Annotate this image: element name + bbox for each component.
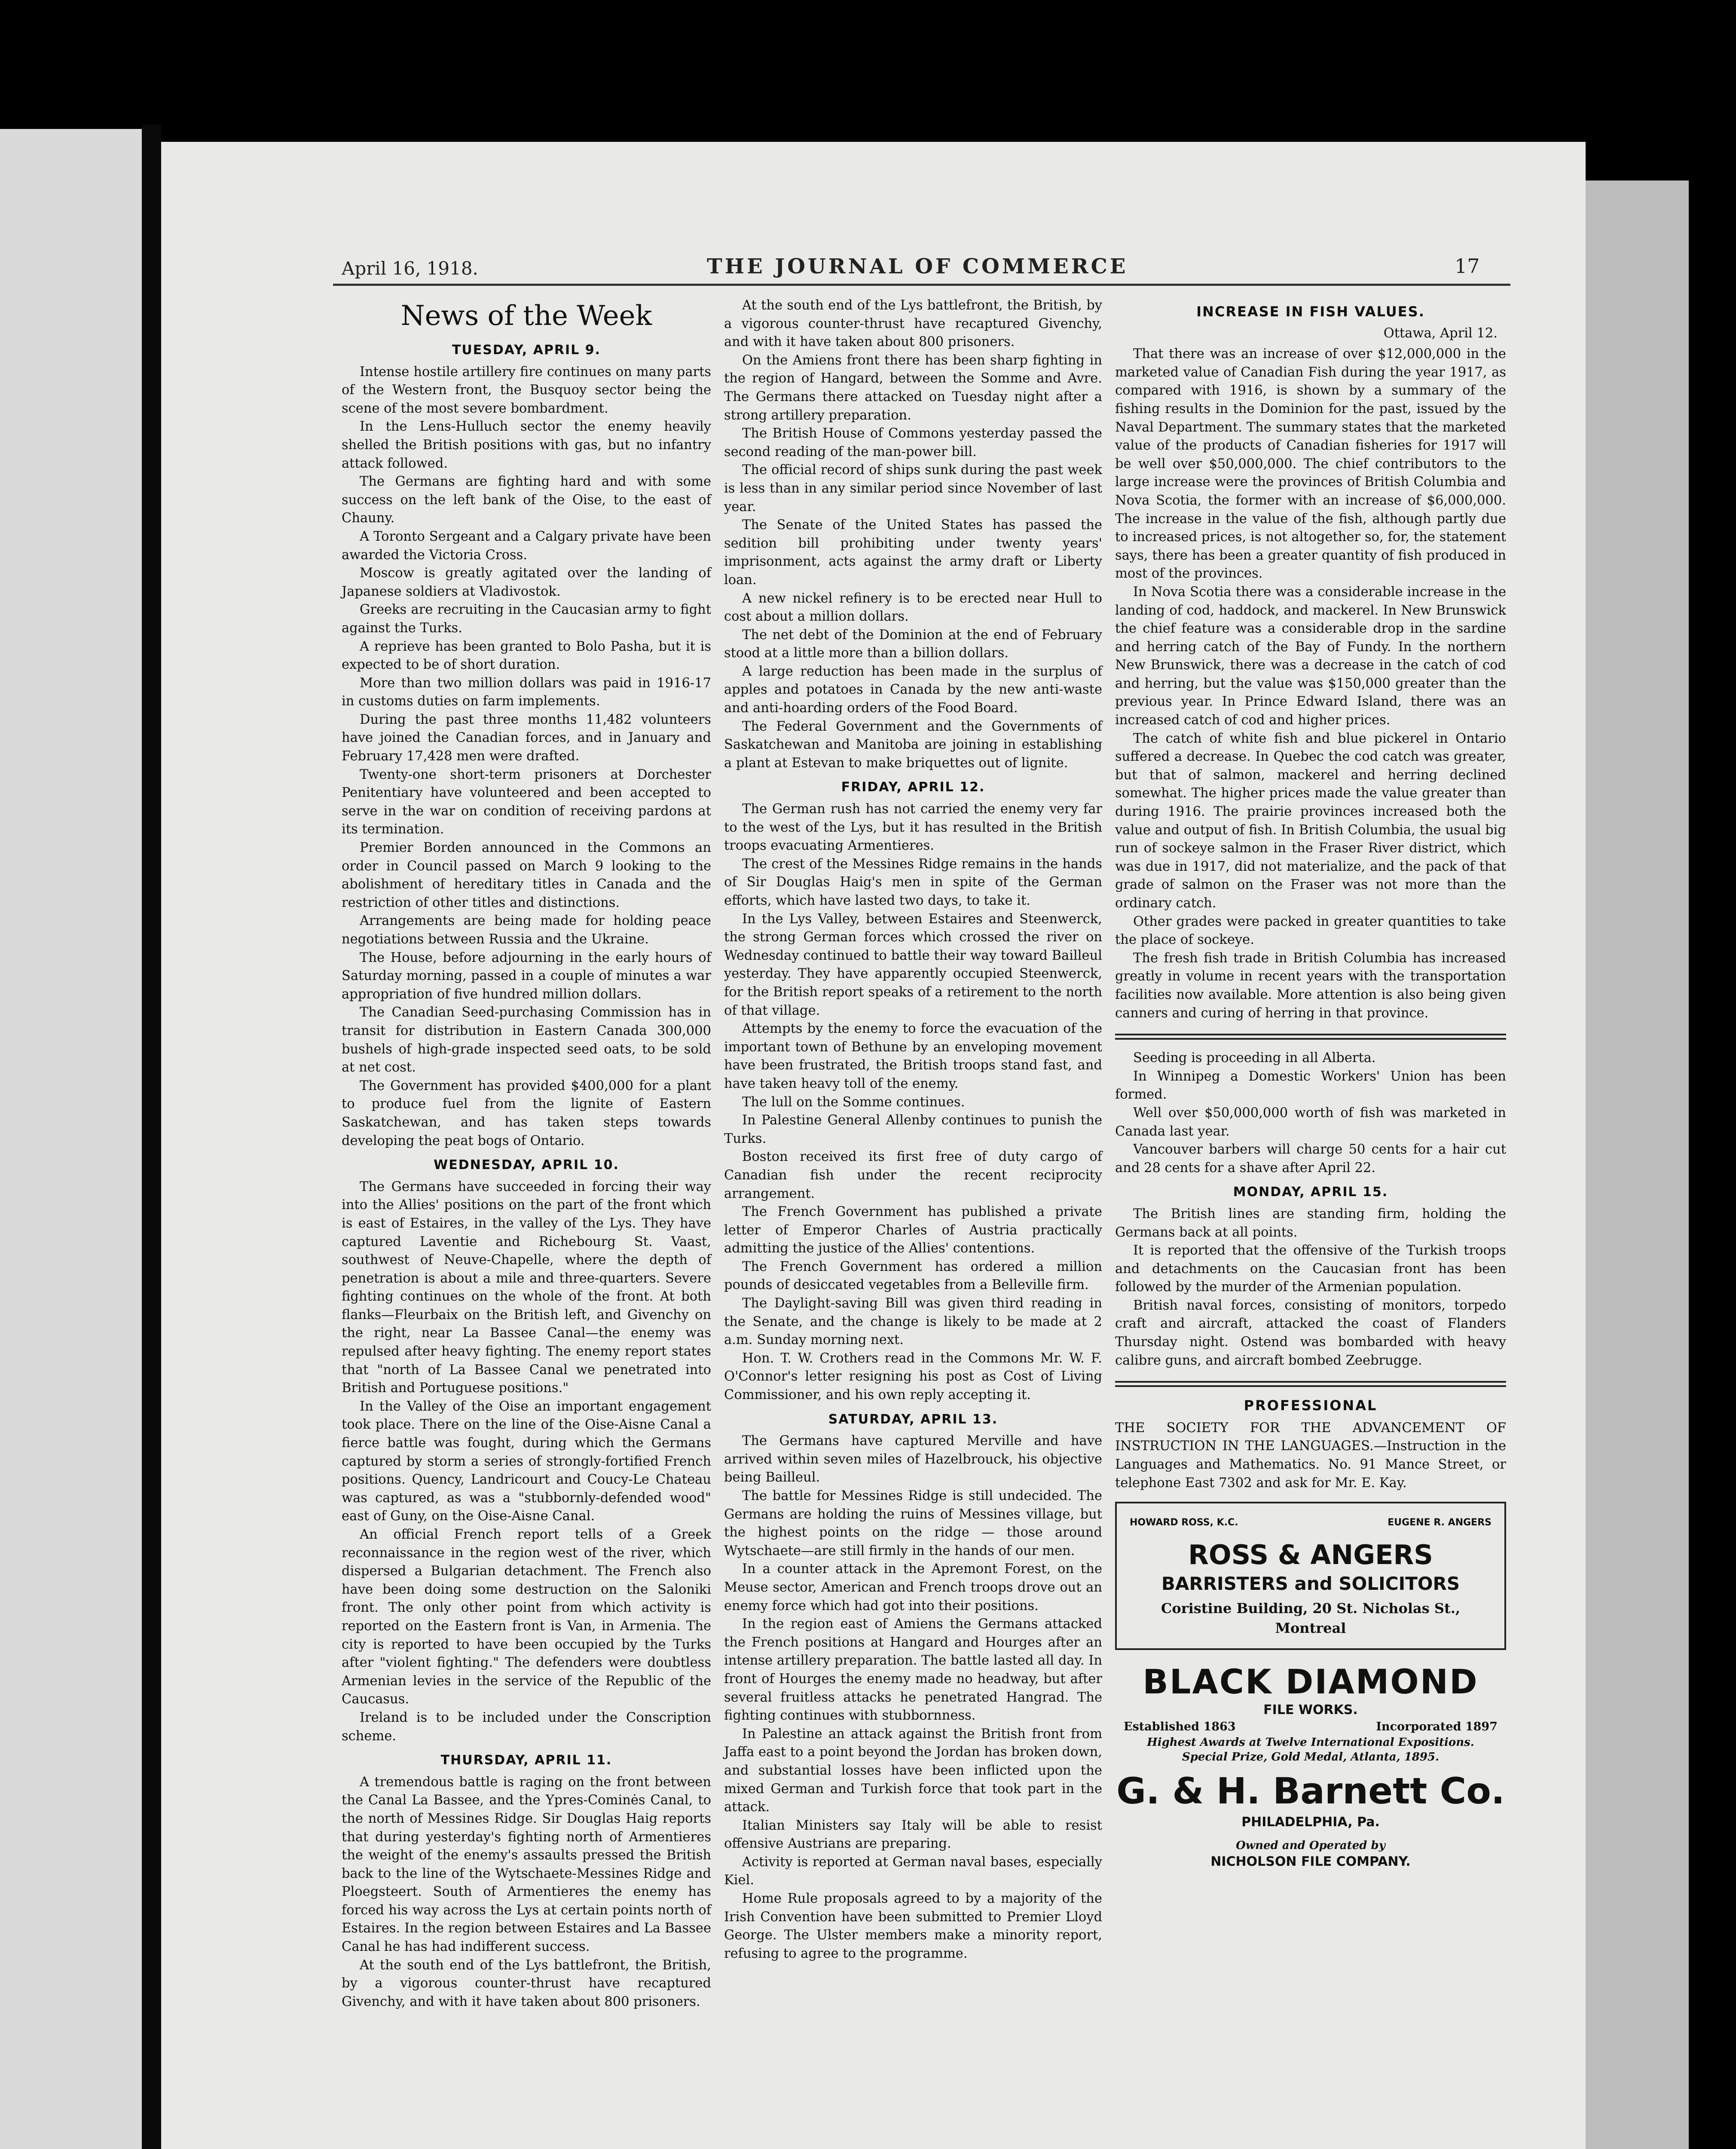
professional-heading: PROFESSIONAL: [1244, 1397, 1378, 1414]
firm-role: BARRISTERS and SOLICITORS: [1161, 1573, 1460, 1594]
partner-left: HOWARD ROSS, K.C.: [1130, 1517, 1238, 1528]
firm-name: ROSS & ANGERS: [1188, 1539, 1433, 1570]
paragraph: In Palestine an attack against the British front from Jaffa east to a point beyond the Jordan has broken down, and substantial losses have been inflicted upon the mixed German and Turkish force that took part in the attack.: [724, 1726, 1102, 1815]
column-3: [1115, 297, 1506, 1871]
heading-friday: FRIDAY, APRIL 12.: [841, 780, 985, 795]
heading-saturday: SATURDAY, APRIL 13.: [828, 1411, 998, 1427]
paragraph: Seeding is proceeding in all Alberta.: [1133, 1050, 1376, 1066]
paragraph: The lull on the Somme continues.: [742, 1094, 965, 1110]
bd-established: Established 1863: [1124, 1720, 1236, 1733]
paragraph: Boston received its first free of duty cargo of Canadian fish under the recent reciprocity arrangement.: [724, 1149, 1102, 1201]
paragraph: The Germans have captured Merville and have arrived within seven miles of Hazelbrouck, his objective being Bailleul.: [724, 1433, 1102, 1485]
paragraph: That there was an increase of over $12,000,000 in the marketed value of Canadian Fish during the year 1917, as compared with 1916, is shown by a summary of the fishing results in the Dominion for the past, issued by the Naval Department. The summary states that the marketed value of the products of Canadian fisheries for 1917 will be well over $50,000,000. The chief contributors to the large increase were the provinces of British Columbia and Nova Scotia, the former with an increase of $6,000,000. The increase in the value of the fish, although partly due to increased prices, is not altogether so, for, the statement says, there has been a greater quantity of fish produced in most of the provinces.: [1115, 346, 1506, 582]
paragraph: The battle for Messines Ridge is still undecided. The Germans are holding the ruins of Messines village, but the highest points on the ridge — those around Wytschaete—are still firmly in the hands of our men.: [724, 1488, 1102, 1558]
paragraph: The official record of ships sunk during the past week is less than in any similar period since November of last year.: [724, 462, 1102, 514]
ross-angers-ad: [1115, 1502, 1506, 1650]
paragraph: It is reported that the offensive of the Turkish troops and detachments on the Caucasian front has been followed by the murder of the Armenian population.: [1115, 1243, 1506, 1295]
paragraph: Well over $50,000,000 worth of fish was marketed in Canada last year.: [1115, 1105, 1506, 1139]
continued-items: [1115, 1049, 1506, 1177]
paragraph: A new nickel refinery is to be erected near Hull to cost about a million dollars.: [724, 591, 1102, 624]
paragraph: The Canadian Seed-purchasing Commission has in transit for distribution in Eastern Canada 300,000 bushels of high-grade inspected seed oats, to be sold at net cost.: [342, 1005, 711, 1075]
paragraph: The House, before adjourning in the early hours of Saturday morning, passed in a couple of minutes a war appropriation of five hundred million dollars.: [342, 950, 711, 1002]
paragraph: Intense hostile artillery fire continues on many parts of the Western front, the Busquoy sector being the scene of the most severe bombardment.: [342, 364, 711, 416]
paragraph: A Toronto Sergeant and a Calgary private have been awarded the Victoria Cross.: [342, 529, 711, 563]
paragraph: The catch of white fish and blue pickerel in Ontario suffered a decrease. In Quebec the cod catch was greater, but that of salmon, mackerel and herring declined somewhat. The higher prices made the value greater than during 1916. The prairie provinces increased both the value and output of fish. In British Columbia, the usual big run of sockeye salmon in the Fraser River district, which was due in 1917, did not materialize, and the pack of that grade of salmon on the Fraser was not more than the ordinary catch.: [1115, 731, 1506, 911]
fish-items: [1115, 345, 1506, 1022]
bd-incorporated: Incorporated 1897: [1376, 1720, 1498, 1733]
paragraph: Premier Borden announced in the Commons an order in Council passed on March 9 looking to the abolishment of hereditary titles in Canada and the restriction of other titles and distinctions.: [342, 840, 711, 910]
bd-owner: NICHOLSON FILE COMPANY.: [1210, 1854, 1411, 1870]
paragraph: Activity is reported at German naval bases, especially Kiel.: [724, 1854, 1102, 1888]
heading-thursday: THURSDAY, APRIL 11.: [440, 1753, 612, 1768]
partner-names: [1130, 1514, 1491, 1532]
paragraph: Italian Ministers say Italy will be able to resist offensive Austrians are preparing.: [724, 1818, 1102, 1852]
paragraph: At the south end of the Lys battlefront, the British, by a vigorous counter-thrust have recaptured Givenchy, and with it have taken about 800 prisoners.: [724, 298, 1102, 350]
column-2: [724, 297, 1102, 1963]
paragraph: On the Amiens front there has been sharp fighting in the region of Hangard, between the Somme and Avre. The Germans there attacked on Tuesday night after a strong artillery preparation.: [724, 352, 1102, 423]
heading-wednesday: WEDNESDAY, APRIL 10.: [434, 1157, 619, 1173]
paragraph: The Germans are fighting hard and with some success on the left bank of the Oise, to the east of Chauny.: [342, 474, 711, 526]
paragraph: British naval forces, consisting of monitors, torpedo craft and aircraft, attacked the coast of Flanders Thursday night. Ostend was bombarded with heavy calibre guns, and aircraft bombed Zeebrugge.: [1115, 1298, 1506, 1368]
paragraph: A large reduction has been made in the surplus of apples and potatoes in Canada by the new anti-waste and anti-hoarding orders of the Food Board.: [724, 664, 1102, 716]
paragraph: In the Lys Valley, between Estaires and Steenwerck, the strong German forces which crossed the river on Wednesday continued to battle their way toward Bailleul yesterday. They have apparently occupied Steenwerck, for the British report speaks of a retirement to the north of that village.: [724, 911, 1102, 1018]
professional-notice: THE SOCIETY FOR THE ADVANCEMENT OF INSTRUCTION IN THE LANGUAGES.—Instruction in the Languages and Mathematics. No. 91 Mance Street, or telephone East 7302 and ask for Mr. E. Kay.: [1115, 1420, 1506, 1491]
bd-title: BLACK DIAMOND: [1143, 1662, 1479, 1702]
page-number: 17: [1455, 254, 1480, 278]
monday-items: [1115, 1205, 1506, 1370]
paragraph: The British House of Commons yesterday passed the second reading of the man-power bill.: [724, 426, 1102, 459]
journal-title: THE JOURNAL OF COMMERCE: [707, 254, 1128, 279]
paragraph: More than two million dollars was paid in 1916-17 in customs duties on farm implements.: [342, 675, 711, 709]
paragraph: Greeks are recruiting in the Caucasian army to fight against the Turks.: [342, 602, 711, 636]
friday-items: [724, 800, 1102, 1405]
news-title: News of the Week: [400, 300, 652, 332]
heading-monday: MONDAY, APRIL 15.: [1233, 1185, 1388, 1200]
paragraph: In the region east of Amiens the Germans attacked the French positions at Hangard and Hourges after an intense artillery preparation. The battle lasted all day. In front of Hourges the enemy made no headway, but after several fruitless attacks he penetrated Hangrad. The fighting continues with stubbornness.: [724, 1616, 1102, 1723]
paragraph: In the Lens-Hulluch sector the enemy heavily shelled the British positions with gas, but no infantry attack followed.: [342, 419, 711, 471]
heading-tuesday: TUESDAY, APRIL 9.: [452, 343, 601, 358]
paragraph: In Nova Scotia there was a considerable increase in the landing of cod, haddock, and mackerel. In New Brunswick the chief feature was a considerable drop in the sardine and herring catch of the Bay of Fundy. In the northern New Brunswick, there was a decrease in the catch of cod and herring, but the value was $150,000 greater than the previous year. In Prince Edward Island, there was an increased catch of cod and higher prices.: [1115, 584, 1506, 728]
paragraph: A reprieve has been granted to Bolo Pasha, but it is expected to be of short duration.: [342, 639, 711, 673]
double-rule-2: [1115, 1381, 1506, 1387]
firm-address: Coristine Building, 20 St. Nicholas St., Montreal: [1161, 1600, 1461, 1636]
bd-city: PHILADELPHIA, Pa.: [1241, 1814, 1380, 1830]
paragraph: The crest of the Messines Ridge remains in the hands of Sir Douglas Haig's men in spite of the German efforts, which have lasted two days, to take it.: [724, 856, 1102, 908]
bd-subtitle: FILE WORKS.: [1263, 1702, 1358, 1717]
paragraph: In Palestine General Allenby continues to punish the Turks.: [724, 1113, 1102, 1146]
paragraph: The Government has provided $400,000 for a plant to produce fuel from the lignite of Eastern Saskatchewan, and has taken steps towards developing the peat bogs of Ontario.: [342, 1078, 711, 1148]
newspaper-page: [161, 142, 1586, 2149]
paragraph: The Federal Government and the Governments of Saskatchewan and Manitoba are joining in establishing a plant at Estevan to make briquettes out of lignite.: [724, 719, 1102, 771]
paragraph: A tremendous battle is raging on the front between the Canal La Bassee, and the Ypres-Cominės Canal, to the north of Messines Ridge. Sir Douglas Haig reports that during yesterday's fighting north of Armentieres the weight of the enemy's assaults pressed the British back to the line of the Wytschaete-Messines Ridge and Ploegsteert. South of Armentieres the enemy has forced his way across the Lys at certain points north of Estaires. In the region between Estaires and La Bassee Canal he has had indifferent success.: [342, 1774, 711, 1955]
tuesday-items: [342, 363, 711, 1151]
saturday-items: [724, 1432, 1102, 1963]
black-diamond-ad: [1115, 1663, 1506, 1871]
paragraph: The German rush has not carried the enemy very far to the west of the Lys, but it has resulted in the British troops evacuating Armentieres.: [724, 802, 1102, 854]
paragraph: The Senate of the United States has passed the sedition bill prohibiting under twenty years' imprisonment, acts against the army draft or Liberty loan.: [724, 517, 1102, 588]
header-rule: [333, 284, 1510, 286]
fish-dateline: Ottawa, April 12.: [1383, 325, 1498, 341]
thursday-items-a: [342, 1773, 711, 2011]
paragraph: Vancouver barbers will charge 50 cents for a hair cut and 28 cents for a shave after April 22.: [1115, 1142, 1506, 1176]
paragraph: Hon. T. W. Crothers read in the Commons Mr. W. F. O'Connor's letter resigning his post as Cost of Living Commissioner, and his own reply accepting it.: [724, 1350, 1102, 1403]
paragraph: Home Rule proposals agreed to by a majority of the Irish Convention have been submitted to Premier Lloyd George. The Ulster members make a minority report, refusing to agree to the programme.: [724, 1891, 1102, 1961]
paragraph: Twenty-one short-term prisoners at Dorchester Penitentiary have volunteered and been accepted to serve in the war on condition of receiving pardons at its termination.: [342, 767, 711, 837]
page-right-edge: [1586, 181, 1689, 2149]
paragraph: Arrangements are being made for holding peace negotiations between Russia and the Ukraine.: [342, 913, 711, 947]
fish-heading: INCREASE IN FISH VALUES.: [1196, 303, 1425, 320]
paragraph: The British lines are standing firm, holding the Germans back at all points.: [1115, 1206, 1506, 1240]
bd-company: G. & H. Barnett Co.: [1116, 1769, 1505, 1812]
paragraph: Attempts by the enemy to force the evacuation of the important town of Bethune by an enveloping movement have been frustrated, the British troops stand fast, and have taken heavy toll of the enemy.: [724, 1021, 1102, 1091]
paragraph: Ireland is to be included under the Conscription scheme.: [342, 1710, 711, 1744]
paragraph: During the past three months 11,482 volunteers have joined the Canadian forces, and in January and February 17,428 men were drafted.: [342, 712, 711, 764]
partner-right: EUGENE R. ANGERS: [1388, 1517, 1491, 1528]
thursday-items-b: [724, 297, 1102, 772]
bd-prize: Special Prize, Gold Medal, Atlanta, 1895.: [1182, 1750, 1440, 1763]
paragraph: The Germans have succeeded in forcing their way into the Allies' positions on the part of the front which is east of Estaires, in the valley of the Lys. They have captured Laventie and Richebourg St. Vaast, southwest of Neuve-Chapelle, where the depth of penetration is about a mile and three-quarters. Severe fighting continues on the whole of the front. At both flanks—Fleurbaix on the British left, and Givenchy on the right, near La Bassee Canal—the enemy was repulsed after heavy fighting. The enemy report states that "north of La Bassee Canal we penetrated into British and Portuguese positions.": [342, 1179, 711, 1396]
left-page-edge: [0, 129, 142, 2149]
paragraph: At the south end of the Lys battlefront, the British, by a vigorous counter-thrust have recaptured Givenchy, and with it have taken about 800 prisoners.: [342, 1957, 711, 2009]
paragraph: In a counter attack in the Apremont Forest, on the Meuse sector, American and French troops drove out an enemy force which had got into their positions.: [724, 1561, 1102, 1613]
paragraph: Other grades were packed in greater quantities to take the place of sockeye.: [1115, 914, 1506, 948]
book-spine: [142, 125, 161, 2149]
bd-awards: Highest Awards at Twelve International Expositions.: [1147, 1736, 1474, 1749]
paragraph: The Daylight-saving Bill was given third reading in the Senate, and the change is likely to be made at 2 a.m. Sunday morning next.: [724, 1296, 1102, 1348]
paragraph: In the Valley of the Oise an important engagement took place. There on the line of the Oise-Aisne Canal a fierce battle was fought, during which the Germans captured by storm a series of strongly-fortified French positions. Quency, Landricourt and Coucy-Le Chateau was captured, as was a "stubbornly-defended wood" east of Guny, on the Oise-Aisne Canal.: [342, 1399, 711, 1524]
issue-date: April 16, 1918.: [342, 258, 478, 279]
paragraph: The French Government has ordered a million pounds of desiccated vegetables from a Belleville firm.: [724, 1259, 1102, 1293]
paragraph: The fresh fish trade in British Columbia has increased greatly in volume in recent years with the transportation facilities now available. More attention is also being given canners and curing of herring in that province.: [1115, 950, 1506, 1021]
paragraph: In Winnipeg a Domestic Workers' Union has been formed.: [1115, 1068, 1506, 1102]
double-rule: [1115, 1034, 1506, 1040]
bd-dates: [1115, 1719, 1506, 1735]
paragraph: The French Government has published a private letter of Emperor Charles of Austria practically admitting the justice of the Allies' contentions.: [724, 1204, 1102, 1256]
paragraph: An official French report tells of a Greek reconnaissance in the region west of the river, which dispersed a Bulgarian detachment. The French also have been doing some destruction on the Saloniki front. The only other point from which activity is reported on the Eastern front is Van, in Armenia. The city is reported to have been occupied by the Turks after "violent fighting." The defenders were doubtless Armenian levies in the service of the Republic of the Caucasus.: [342, 1527, 711, 1707]
paragraph: Moscow is greatly agitated over the landing of Japanese soldiers at Vladivostok.: [342, 566, 711, 599]
bd-owned: Owned and Operated by: [1236, 1839, 1385, 1852]
wednesday-items: [342, 1178, 711, 1745]
paragraph: The net debt of the Dominion at the end of February stood at a little more than a billion dollars.: [724, 627, 1102, 661]
column-1: [342, 297, 711, 2011]
